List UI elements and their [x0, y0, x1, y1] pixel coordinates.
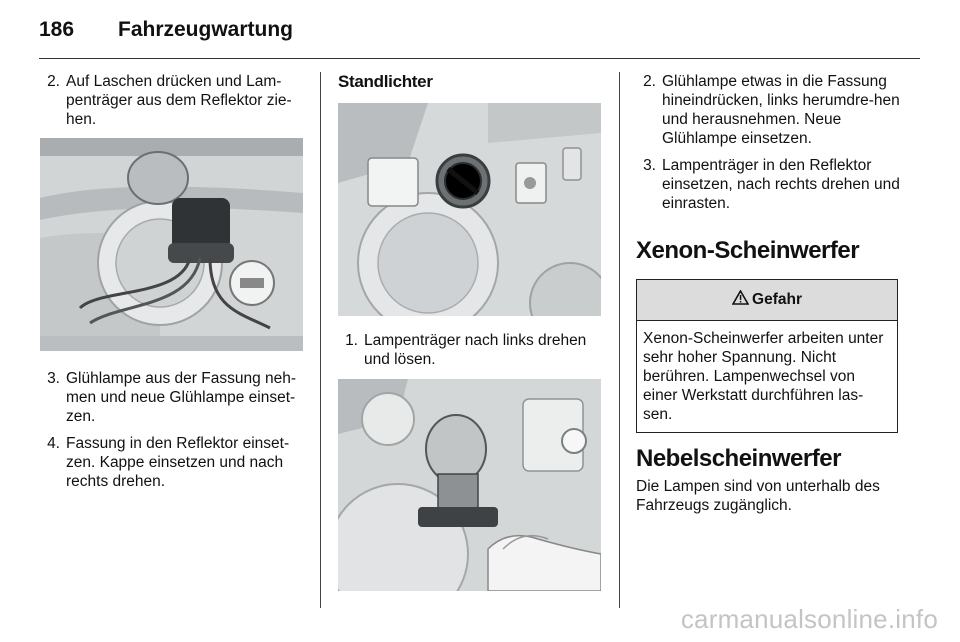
section-heading-fog: Nebelscheinwerfer: [636, 445, 841, 472]
step-text: Lampenträger nach links drehen und lösen.: [364, 332, 587, 368]
step-number: 3.: [643, 157, 656, 174]
column-left: [40, 72, 303, 491]
fog-text: Die Lampen sind von unterhalb des Fahrzeugs zugänglich.: [636, 478, 880, 514]
step-text: Lampenträger in den Reflektor einsetzen, nach rechts drehen und einrasten.: [662, 157, 900, 212]
figure-lamp-holder: [40, 138, 303, 351]
column-middle: [338, 72, 600, 591]
danger-box-header: [637, 280, 897, 321]
figure-parking-light-socket: [338, 103, 601, 316]
column-divider-left: [320, 72, 321, 608]
column-right: [636, 72, 902, 515]
watermark: carmanualsonline.info: [680, 604, 938, 634]
page-number: 186: [39, 18, 75, 41]
section-heading-xenon: Xenon-Scheinwerfer: [636, 237, 860, 264]
chapter-title: Fahrzeugwartung: [118, 18, 294, 41]
figure-bulb-removal: [338, 379, 601, 591]
danger-title: Gefahr: [752, 291, 802, 308]
step-number: 2.: [643, 73, 656, 90]
step-item: [636, 72, 902, 148]
step-item: [338, 331, 600, 369]
step-number: 3.: [47, 370, 60, 387]
column-divider-right: [619, 72, 620, 608]
step-number: 4.: [47, 435, 60, 452]
step-item: [40, 72, 303, 129]
step-number: 2.: [47, 73, 60, 90]
header-rule: [39, 58, 920, 59]
step-item: [636, 156, 902, 213]
section-heading: Standlichter: [338, 72, 433, 91]
step-text: Auf Laschen drücken und Lam-penträger aus dem Reflektor zie-hen.: [66, 73, 292, 128]
step-text: Fassung in den Reflektor einset-zen. Kappe einsetzen und nach rechts drehen.: [66, 435, 290, 490]
page-header: [39, 16, 920, 58]
danger-box: [636, 279, 898, 433]
step-item: [40, 369, 303, 426]
step-item: [40, 434, 303, 491]
warning-triangle-icon: [732, 290, 749, 310]
danger-text: Xenon-Scheinwerfer arbeiten unter sehr hoher Spannung. Nicht berühren. Lampenwechsel von einer Werkstatt durchführen las-sen.: [643, 330, 884, 423]
step-number: 1.: [345, 332, 358, 349]
step-text: Glühlampe etwas in die Fassung hineindrücken, links herumdre-hen und herausnehmen. Neue Glühlampe einsetzen.: [662, 73, 900, 147]
step-text: Glühlampe aus der Fassung neh-men und neue Glühlampe einset-zen.: [66, 370, 297, 425]
